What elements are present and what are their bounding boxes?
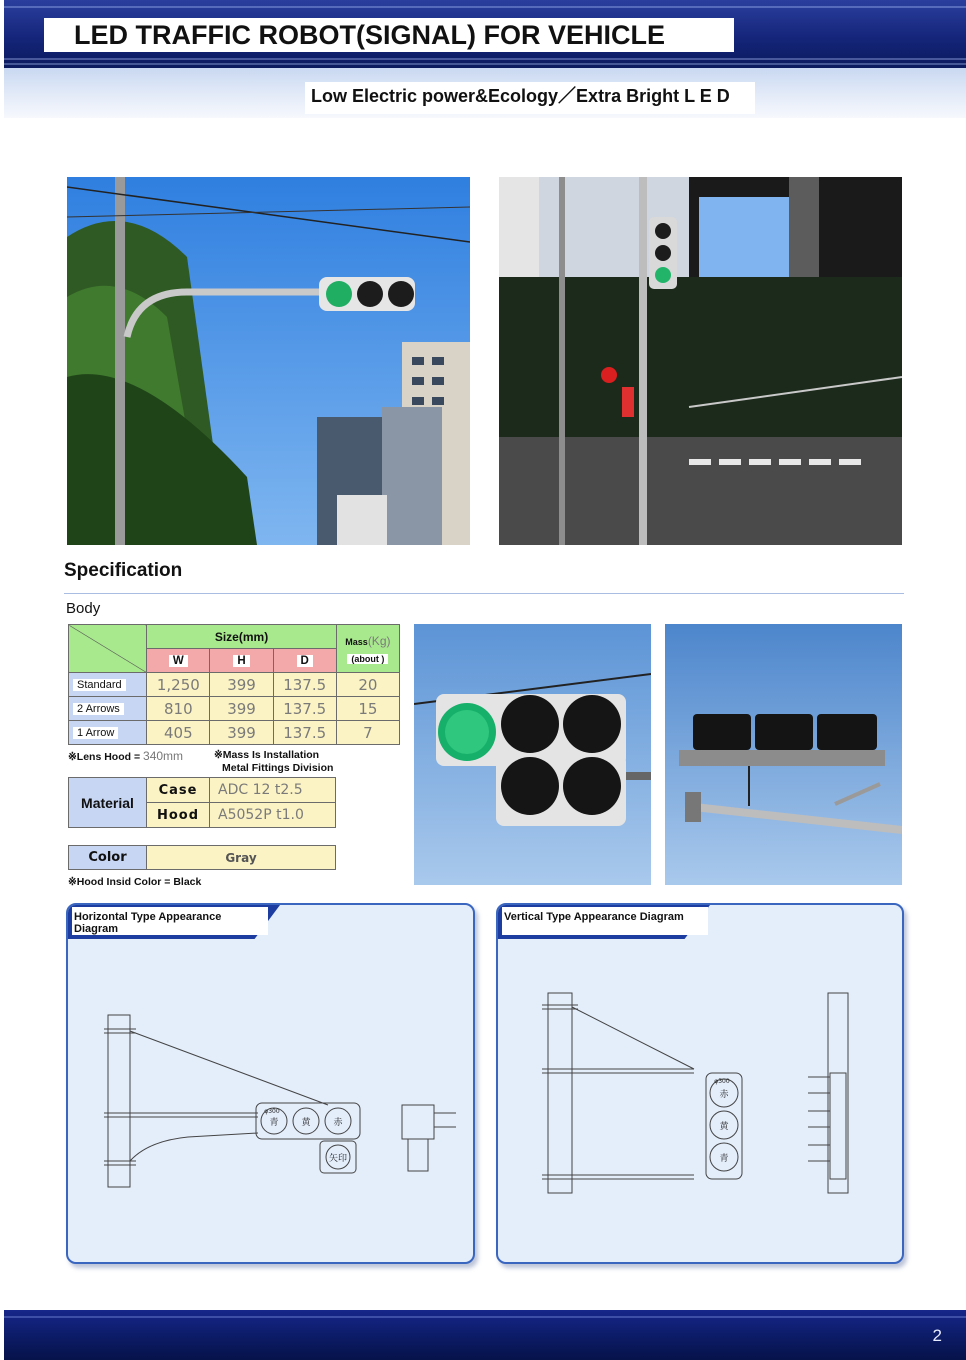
mass-about: (about ) [347,654,388,664]
column-h: H [210,649,273,673]
column-w: W [147,649,210,673]
row-label: 2 Arrows [69,697,147,721]
lens-hood-note [68,749,183,763]
cell-h: 399 [210,673,273,697]
header-stripe [4,63,966,65]
lens-hood-eq: = [133,751,141,763]
page-subtitle: Low Electric power&Ecology／Extra Bright L E D [305,82,755,114]
lens-label-yellow: 黄 [301,1118,311,1128]
material-case-label: Case [147,778,210,803]
cell-w: 1,250 [147,673,210,697]
mass-note [214,749,333,775]
lens-label-green: 青 [269,1118,279,1128]
section-divider [64,593,904,594]
cell-w: 810 [147,697,210,721]
table-corner-cell [69,625,147,673]
cell-h: 399 [210,721,273,745]
footer-stripe [4,1316,966,1318]
table-row [69,697,400,721]
color-label: Color [69,846,147,870]
mass-header [336,625,399,673]
header-stripe [4,58,966,60]
hood-inside-note: ※Hood Insid Color = Black [68,876,202,888]
footer-band [4,1310,966,1360]
material-label: Material [69,778,147,828]
mass-note-line2: Metal Fittings Division [222,762,334,774]
lens-label-yellow: 黄 [719,1122,729,1132]
cell-mass: 7 [336,721,399,745]
horizontal-diagram-title: Horizontal Type Appearance Diagram [72,907,268,935]
row-label: 1 Arrow [69,721,147,745]
vertical-diagram-title: Vertical Type Appearance Diagram [502,907,708,935]
photo-vertical-signal [499,177,902,545]
material-hood-value: A5052P t1.0 [210,803,336,828]
page-number: 2 [932,1326,942,1345]
table-row [69,721,400,745]
row-label: Standard [69,673,147,697]
size-header: Size(mm) [147,625,337,649]
photo-horizontal-signal [67,177,470,545]
lens-size-label: φ300 [714,1078,730,1085]
photo-signal-rear [665,624,902,885]
material-table [68,777,336,828]
cell-d: 137.5 [273,697,336,721]
cell-h: 399 [210,697,273,721]
lens-label-green: 青 [719,1154,729,1164]
material-case-value: ADC 12 t2.5 [210,778,336,803]
table-row [69,673,400,697]
mass-note-line1: ※Mass Is Installation [214,749,320,761]
lens-hood-value: 340mm [143,749,184,763]
material-hood-label: Hood [147,803,210,828]
page-title: LED TRAFFIC ROBOT(SIGNAL) FOR VEHICLE [44,18,734,52]
lens-label-red: 赤 [719,1090,729,1100]
lens-label-arrow: 矢印 [328,1154,348,1164]
cell-d: 137.5 [273,673,336,697]
body-label: Body [66,600,101,617]
mass-unit: (Kg) [367,633,391,648]
cell-mass: 20 [336,673,399,697]
horizontal-diagram-drawing [68,905,473,1262]
column-d: D [273,649,336,673]
color-table [68,845,336,870]
vertical-diagram-panel [496,903,904,1264]
lens-hood-label: ※Lens Hood [68,751,132,763]
size-table [68,624,400,745]
mass-header-label: Mass [345,636,368,647]
lens-label-red: 赤 [333,1118,343,1128]
cell-mass: 15 [336,697,399,721]
color-value: Gray [147,846,336,870]
vertical-diagram-drawing [498,905,902,1262]
header-stripe [4,6,966,8]
lens-size-label: φ300 [264,1108,280,1115]
specification-title: Specification [64,560,183,581]
cell-d: 137.5 [273,721,336,745]
photo-signal-front [414,624,651,885]
horizontal-diagram-panel [66,903,475,1264]
cell-w: 405 [147,721,210,745]
